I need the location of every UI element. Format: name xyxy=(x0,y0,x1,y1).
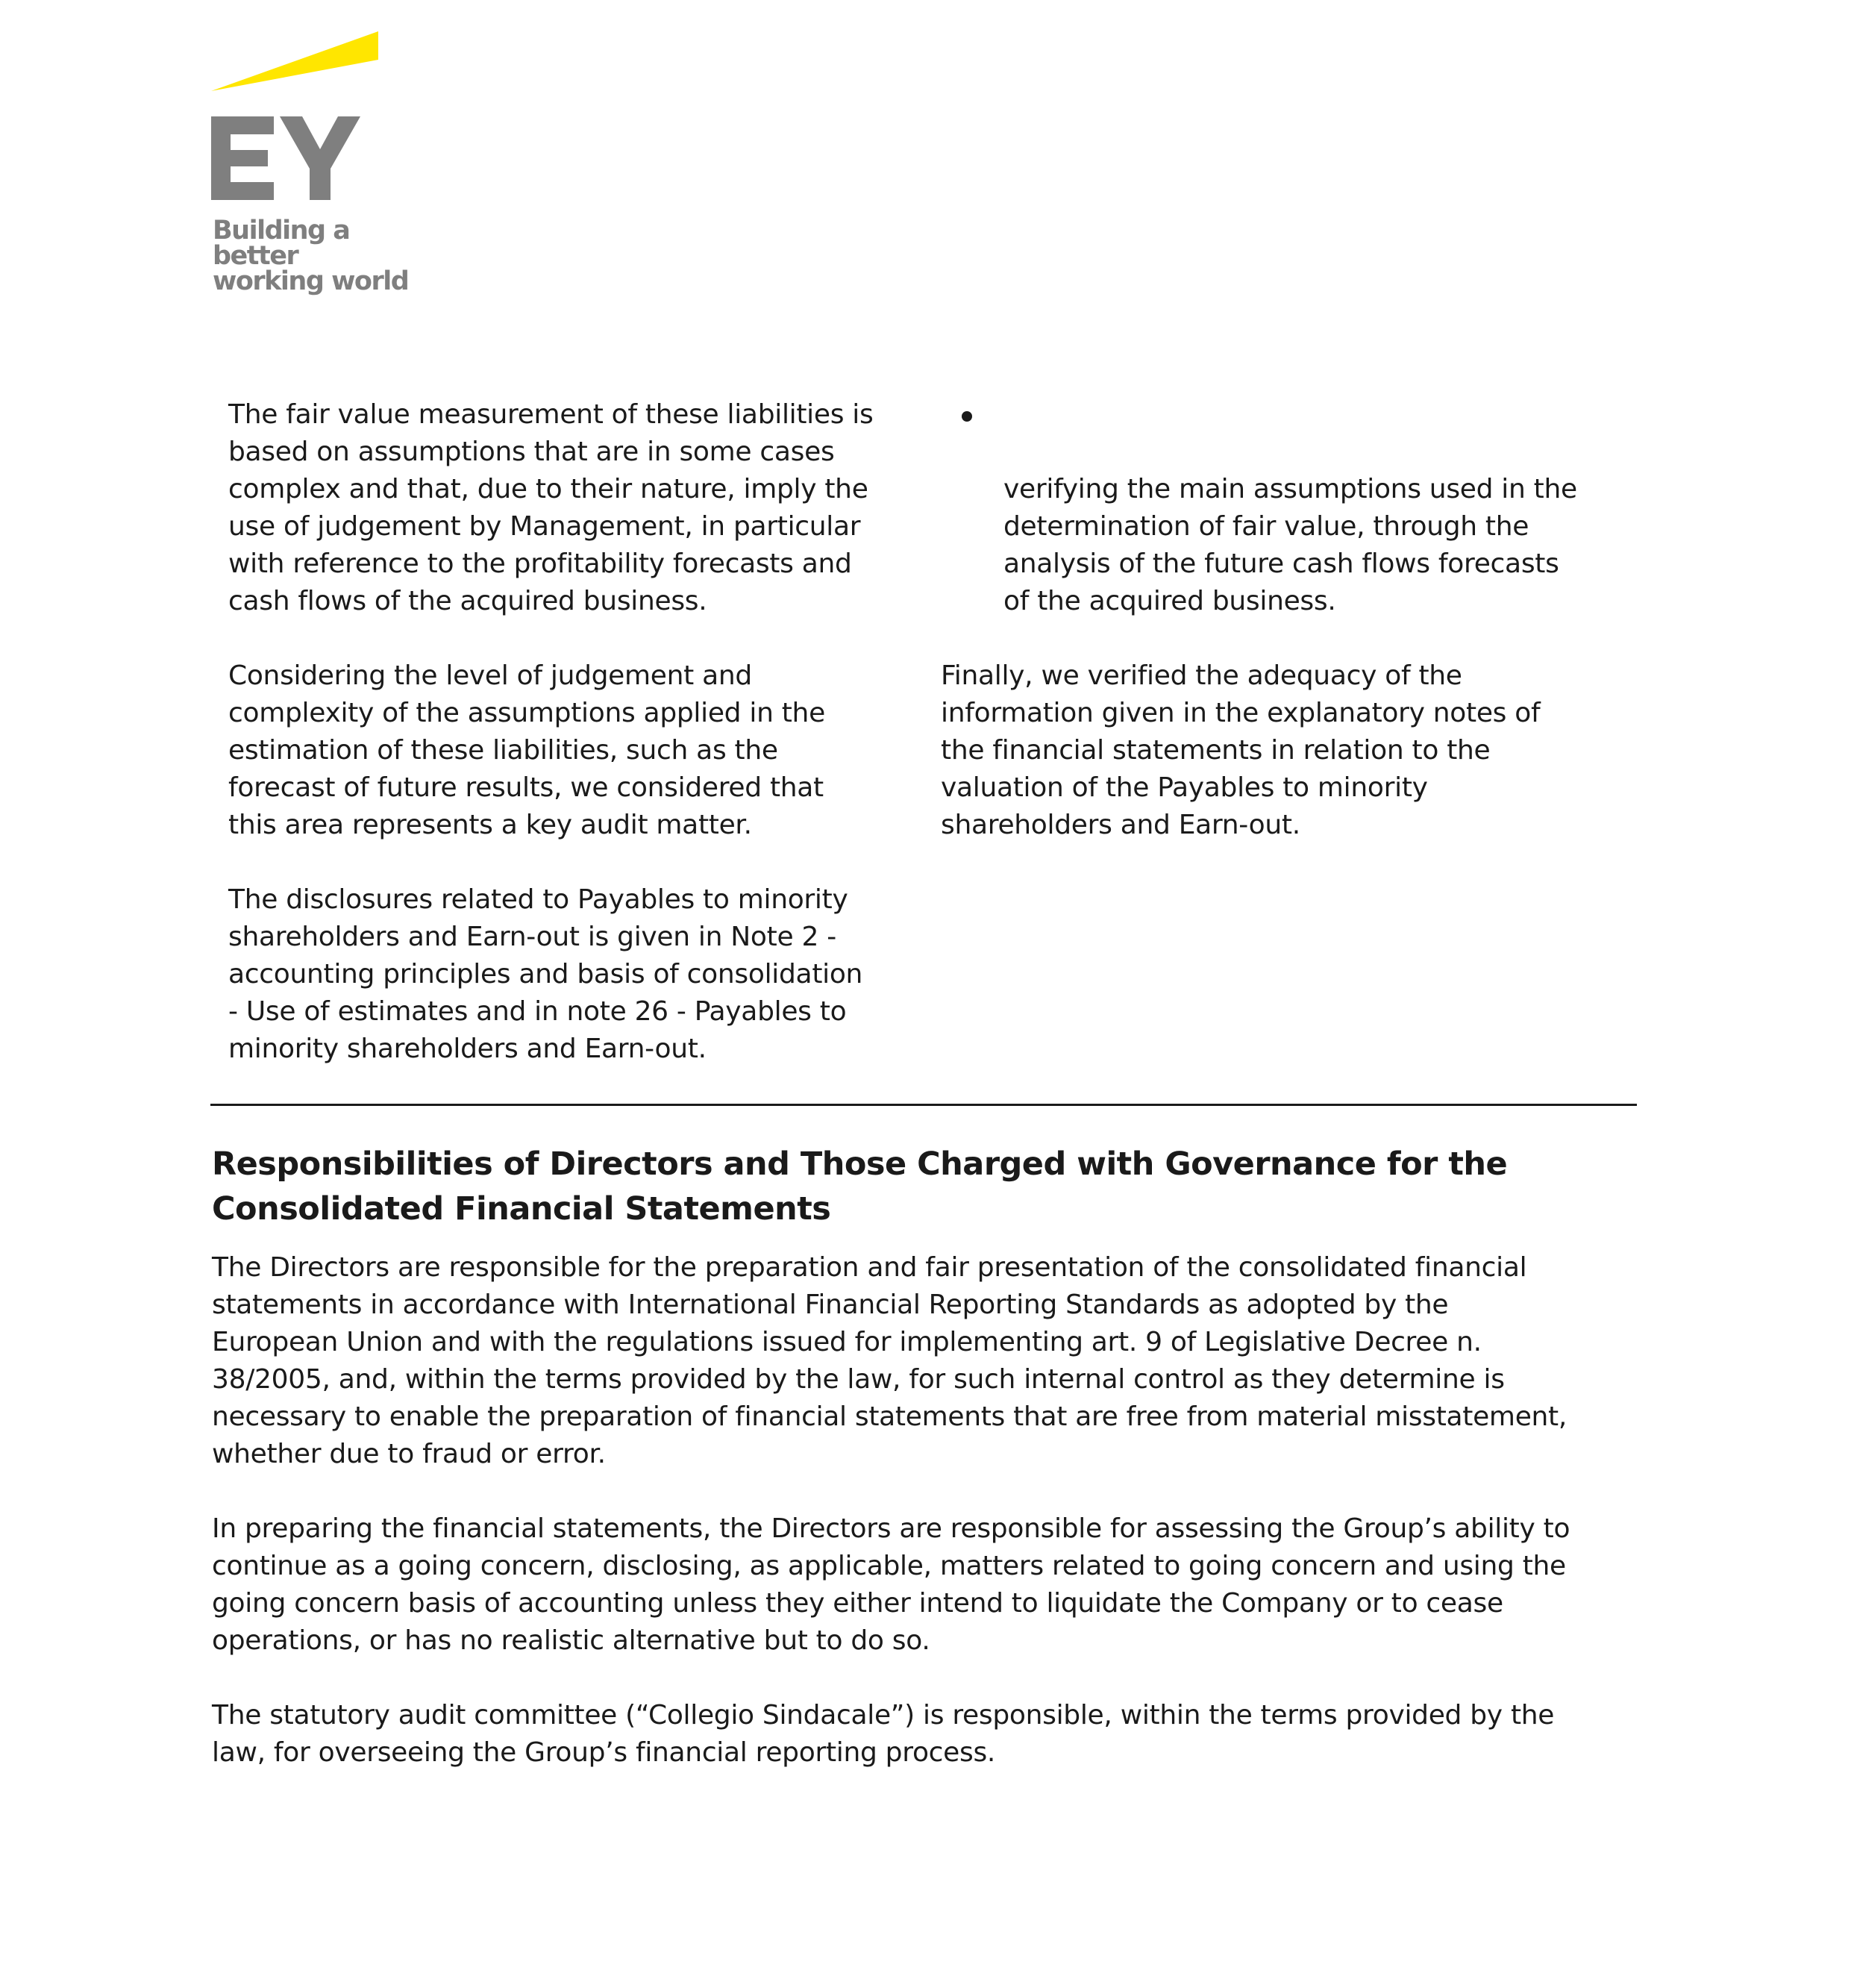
ey-logo xyxy=(211,31,435,296)
ey-logo-letter-e xyxy=(211,116,274,200)
section-paragraph-3: The statutory audit committee (“Collegio Sindacale”) is responsible, within the terms provided by the law, for overseeing the Group’s financial reporting process. xyxy=(212,1700,1555,1768)
ey-logo-letter-y xyxy=(280,116,360,200)
left-column xyxy=(228,396,930,1105)
ey-tagline: Building a better working world xyxy=(213,216,409,296)
left-paragraph-2: Considering the level of judgement and complexity of the assumptions applied in the estimation of these liabilities, such as the forecast of future results, we considered that this area represents a key audit matter. xyxy=(228,660,825,840)
section-heading: Responsibilities of Directors and Those Charged with Governance for the Consolidated Financial Statements xyxy=(212,1145,1508,1228)
bullet-item xyxy=(941,396,1650,620)
section-paragraph-2: In preparing the financial statements, the Directors are responsible for assessing the Group’s ability to continue as a going concern, disclosing, as applicable, matters related to going concern and using the going concern basis of accounting unless they either intend to liquidate the Company or to cease operations, or has no realistic alternative but to do so. xyxy=(212,1513,1570,1656)
bullet-text: verifying the main assumptions used in the determination of fair value, through the analysis of the future cash flows forecasts of the acquired business. xyxy=(1003,474,1577,616)
bullet-dot-icon xyxy=(962,411,972,422)
ey-logo-mark xyxy=(211,31,390,203)
responsibilities-section xyxy=(212,1142,1674,1809)
left-paragraph-1: The fair value measurement of these liabilities is based on assumptions that are in some cases complex and that, due to their nature, imply the use of judgement by Management, in particular with reference to the profitability forecasts and cash flows of the acquired business. xyxy=(228,399,874,616)
ey-logo-beam xyxy=(211,31,378,91)
right-column xyxy=(941,396,1650,881)
right-paragraph: Finally, we verified the adequacy of the information given in the explanatory notes of the financial statements in relation to the valuation of the Payables to minority shareholders and Earn-out. xyxy=(941,660,1541,840)
section-paragraph-1: The Directors are responsible for the preparation and fair presentation of the consolidated financial statements in accordance with International Financial Reporting Standards as adopted by the European Union and with the regulations issued for implementing art. 9 of Legislative Decree n. 38/2005, and, within the terms provided by the law, for such internal control as they determine is necessary to enable the preparation of financial statements that are free from material misstatement, whether due to fraud or error. xyxy=(212,1252,1567,1469)
section-divider xyxy=(210,1104,1637,1106)
left-paragraph-3: The disclosures related to Payables to minority shareholders and Earn-out is given in Note 2 - accounting principles and basis of consolidation - Use of estimates and in note 26 - Payables to minority shareholders and Earn-out. xyxy=(228,884,863,1064)
